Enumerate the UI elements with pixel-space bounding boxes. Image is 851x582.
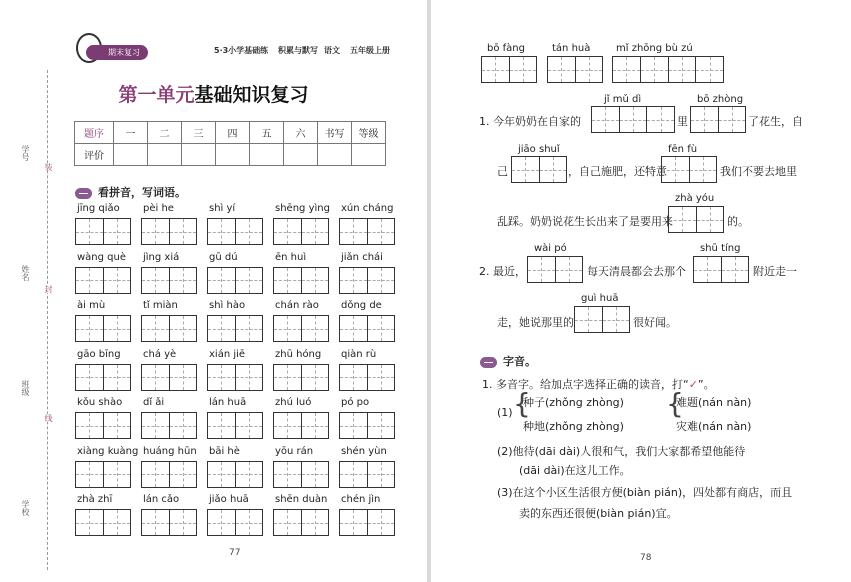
score-eval-label: 评价 bbox=[75, 144, 114, 166]
pinyin-label: huáng hūn bbox=[143, 445, 197, 457]
score-eval-cell[interactable] bbox=[250, 144, 284, 166]
writing-box[interactable] bbox=[207, 461, 263, 488]
writing-box[interactable] bbox=[339, 267, 395, 294]
section-2-heading bbox=[480, 353, 536, 369]
writing-box[interactable] bbox=[141, 364, 197, 391]
writing-box[interactable] bbox=[339, 412, 395, 439]
pinyin-label: fēn fù bbox=[668, 144, 698, 155]
pinyin-label: xián jiē bbox=[209, 348, 246, 360]
item2-line2: (dāi dài)在这儿工作。 bbox=[519, 464, 631, 477]
review-badge: 期末复习 bbox=[86, 45, 148, 60]
pinyin-label: jiǎn chái bbox=[341, 251, 383, 263]
writing-box[interactable] bbox=[591, 106, 675, 133]
writing-box[interactable] bbox=[141, 412, 197, 439]
writing-box[interactable] bbox=[75, 412, 131, 439]
section-number-icon bbox=[75, 188, 92, 199]
pinyin-label: guì huā bbox=[581, 293, 619, 304]
polyphone-option[interactable]: 种地(zhǒng zhòng) bbox=[523, 420, 624, 433]
item1-label: (1) bbox=[497, 406, 513, 419]
pinyin-label: bō zhòng bbox=[697, 94, 744, 105]
header-series: 5·3小学基础练 bbox=[214, 46, 269, 55]
pinyin-label: jǐ mǔ dì bbox=[604, 94, 642, 105]
q1-text: 1. 多音字。给加点字选择正确的读音，打“✓”。 bbox=[482, 378, 715, 391]
pinyin-label: xún cháng bbox=[341, 203, 394, 214]
score-cell: 题序 bbox=[75, 122, 114, 144]
pinyin-label: zhà zhī bbox=[77, 494, 113, 505]
title-main: 基础知识复习 bbox=[194, 84, 309, 106]
item3-line2: 卖的东西还很便(biàn pián)宜。 bbox=[519, 507, 678, 520]
brace-icon: { bbox=[513, 387, 531, 420]
writing-box[interactable] bbox=[273, 315, 329, 342]
score-header-row bbox=[75, 122, 386, 144]
writing-box[interactable] bbox=[273, 509, 329, 536]
writing-box[interactable] bbox=[339, 315, 395, 342]
writing-box[interactable] bbox=[339, 509, 395, 536]
score-table bbox=[74, 121, 386, 166]
pinyin-label: shén yùn bbox=[341, 445, 387, 457]
pinyin-label: shēn duàn bbox=[275, 494, 328, 505]
writing-box[interactable] bbox=[207, 364, 263, 391]
fill-text: 我们不要去地里 bbox=[720, 165, 797, 178]
margin-cut-label-3: 线 bbox=[44, 414, 53, 422]
pinyin-label: ēn huì bbox=[275, 251, 307, 263]
writing-box[interactable] bbox=[75, 461, 131, 488]
pinyin-label: mǐ zhōng bù zú bbox=[616, 43, 693, 54]
score-eval-cell[interactable] bbox=[182, 144, 216, 166]
margin-student-id-label: 学号 bbox=[21, 145, 30, 161]
pinyin-label: gāo bīng bbox=[77, 348, 121, 360]
writing-box[interactable] bbox=[207, 218, 263, 245]
score-cell: 一 bbox=[114, 122, 148, 144]
item3-line1: (3)在这个小区生活很方便(biàn pián)，四处都有商店，而且 bbox=[497, 486, 793, 499]
margin-name-label: 姓名 bbox=[21, 265, 30, 281]
section-1-heading bbox=[75, 184, 186, 200]
header-topic: 积累与默写 bbox=[278, 46, 318, 55]
pinyin-label: bāi hè bbox=[209, 445, 240, 457]
fill-text: 己 bbox=[497, 165, 508, 178]
score-eval-cell[interactable] bbox=[148, 144, 182, 166]
score-eval-cell[interactable] bbox=[284, 144, 318, 166]
writing-box[interactable] bbox=[339, 218, 395, 245]
writing-box[interactable] bbox=[75, 364, 131, 391]
writing-box[interactable] bbox=[527, 256, 583, 283]
writing-box[interactable] bbox=[661, 156, 717, 183]
writing-box[interactable] bbox=[693, 256, 749, 283]
polyphone-option[interactable]: 难题(nán nàn) bbox=[676, 396, 752, 409]
binding-dashed-line bbox=[47, 70, 48, 570]
pinyin-label: lán cǎo bbox=[143, 494, 180, 505]
margin-cut-label-1: 装 bbox=[44, 163, 53, 171]
score-eval-row bbox=[75, 144, 386, 166]
pinyin-label: dǒng de bbox=[341, 300, 382, 311]
pinyin-label: jīng qiǎo bbox=[77, 203, 120, 214]
score-cell: 三 bbox=[182, 122, 216, 144]
pinyin-label: jiāo shuǐ bbox=[518, 144, 560, 155]
writing-box[interactable] bbox=[141, 267, 197, 294]
writing-box[interactable] bbox=[547, 56, 603, 83]
pinyin-label: yōu rán bbox=[275, 445, 314, 457]
pinyin-label: jiǎo huā bbox=[209, 494, 249, 505]
fill-text: 很好闻。 bbox=[633, 316, 677, 329]
fill-text: 的。 bbox=[727, 215, 749, 228]
writing-box[interactable] bbox=[75, 509, 131, 536]
score-cell: 二 bbox=[148, 122, 182, 144]
score-cell: 书写 bbox=[318, 122, 352, 144]
fill-text: ，自己施肥，还特意 bbox=[568, 165, 667, 178]
fill-text: 走，她说那里的 bbox=[497, 316, 574, 329]
pinyin-label: shū tíng bbox=[700, 243, 741, 254]
pinyin-label: zhà yóu bbox=[675, 193, 715, 204]
writing-box[interactable] bbox=[668, 206, 724, 233]
pinyin-label: ài mù bbox=[77, 300, 106, 311]
pinyin-label: bō fàng bbox=[487, 43, 525, 54]
writing-box[interactable] bbox=[207, 509, 263, 536]
pinyin-label: pó po bbox=[341, 397, 370, 408]
writing-box[interactable] bbox=[339, 364, 395, 391]
check-mark-icon: ✓ bbox=[688, 378, 698, 391]
writing-box[interactable] bbox=[75, 267, 131, 294]
section-1-title: 看拼音，写词语。 bbox=[98, 186, 186, 199]
pinyin-label: shì hào bbox=[209, 300, 246, 311]
pinyin-label: gū dú bbox=[209, 251, 238, 263]
page-number-right: 78 bbox=[640, 553, 652, 563]
writing-box[interactable] bbox=[141, 218, 197, 245]
pinyin-label: kǒu shào bbox=[77, 397, 123, 408]
fill-text: 2. 最近， bbox=[479, 265, 526, 278]
right-page bbox=[431, 0, 851, 582]
fill-text: 附近走一 bbox=[753, 265, 797, 278]
title-accent: 第一单元 bbox=[118, 84, 195, 106]
polyphone-option[interactable]: 种子(zhǒng zhòng) bbox=[523, 396, 624, 409]
section-2-title: 字音。 bbox=[503, 355, 536, 368]
pinyin-label: wài pó bbox=[534, 243, 567, 254]
writing-box[interactable] bbox=[207, 315, 263, 342]
pinyin-label: chén jìn bbox=[341, 494, 381, 505]
fill-text: 乱踩。奶奶说花生长出来了是要用来 bbox=[497, 215, 673, 228]
pinyin-label: tǐ miàn bbox=[143, 300, 178, 311]
pinyin-label: wàng què bbox=[77, 251, 127, 263]
pinyin-label: shì yí bbox=[209, 203, 236, 214]
margin-class-label: 班级 bbox=[21, 380, 30, 396]
writing-box[interactable] bbox=[339, 461, 395, 488]
pinyin-label: zhú luó bbox=[275, 397, 312, 408]
brace-icon: { bbox=[666, 387, 684, 420]
margin-school-label: 学校 bbox=[21, 500, 30, 516]
writing-box[interactable] bbox=[574, 306, 630, 333]
page-title bbox=[0, 80, 427, 107]
polyphone-option[interactable]: 灾难(nán nàn) bbox=[676, 420, 752, 433]
score-cell: 等级 bbox=[352, 122, 386, 144]
writing-box[interactable] bbox=[612, 56, 724, 83]
writing-box[interactable] bbox=[481, 56, 537, 83]
pinyin-label: chá yè bbox=[143, 348, 177, 360]
pinyin-label: xiàng kuàng bbox=[77, 445, 139, 457]
writing-box[interactable] bbox=[273, 412, 329, 439]
fill-text: 每天清晨都会去那个 bbox=[587, 265, 686, 278]
writing-box[interactable] bbox=[207, 412, 263, 439]
writing-box[interactable] bbox=[273, 267, 329, 294]
pinyin-label: pèi he bbox=[143, 203, 174, 214]
writing-box[interactable] bbox=[75, 315, 131, 342]
pinyin-label: shēng yìng bbox=[275, 203, 330, 214]
pinyin-label: jìng xiá bbox=[143, 251, 180, 263]
item2-line1: (2)他待(dāi dài)人很和气，我们大家都希望他能待 bbox=[497, 445, 746, 458]
pinyin-label: qiàn rù bbox=[341, 348, 377, 360]
fill-text: 了花生，自 bbox=[748, 115, 803, 128]
writing-box[interactable] bbox=[207, 267, 263, 294]
writing-box[interactable] bbox=[273, 461, 329, 488]
score-eval-cell[interactable] bbox=[114, 144, 148, 166]
writing-box[interactable] bbox=[511, 156, 567, 183]
writing-box[interactable] bbox=[273, 364, 329, 391]
pinyin-label: zhū hóng bbox=[275, 348, 322, 360]
score-eval-cell[interactable] bbox=[318, 144, 352, 166]
fill-text: 里 bbox=[677, 115, 688, 128]
header-grade: 五年级上册 bbox=[350, 46, 390, 55]
pinyin-label: tán huà bbox=[552, 43, 591, 54]
score-eval-cell[interactable] bbox=[216, 144, 250, 166]
section-number-icon bbox=[480, 357, 497, 368]
writing-box[interactable] bbox=[141, 461, 197, 488]
pinyin-label: lán huā bbox=[209, 397, 247, 408]
writing-box[interactable] bbox=[75, 218, 131, 245]
writing-box[interactable] bbox=[141, 509, 197, 536]
pinyin-label: dǐ ǎi bbox=[143, 397, 165, 408]
margin-cut-label-2: 封 bbox=[44, 285, 53, 293]
score-cell: 四 bbox=[216, 122, 250, 144]
writing-box[interactable] bbox=[690, 106, 746, 133]
pinyin-label: chán rào bbox=[275, 300, 319, 311]
writing-box[interactable] bbox=[273, 218, 329, 245]
score-cell: 五 bbox=[250, 122, 284, 144]
score-eval-cell[interactable] bbox=[352, 144, 386, 166]
page-number-left: 77 bbox=[229, 548, 241, 558]
header-subject: 语文 bbox=[324, 46, 340, 55]
fill-text: 1. 今年奶奶在自家的 bbox=[479, 115, 581, 128]
writing-box[interactable] bbox=[141, 315, 197, 342]
score-cell: 六 bbox=[284, 122, 318, 144]
